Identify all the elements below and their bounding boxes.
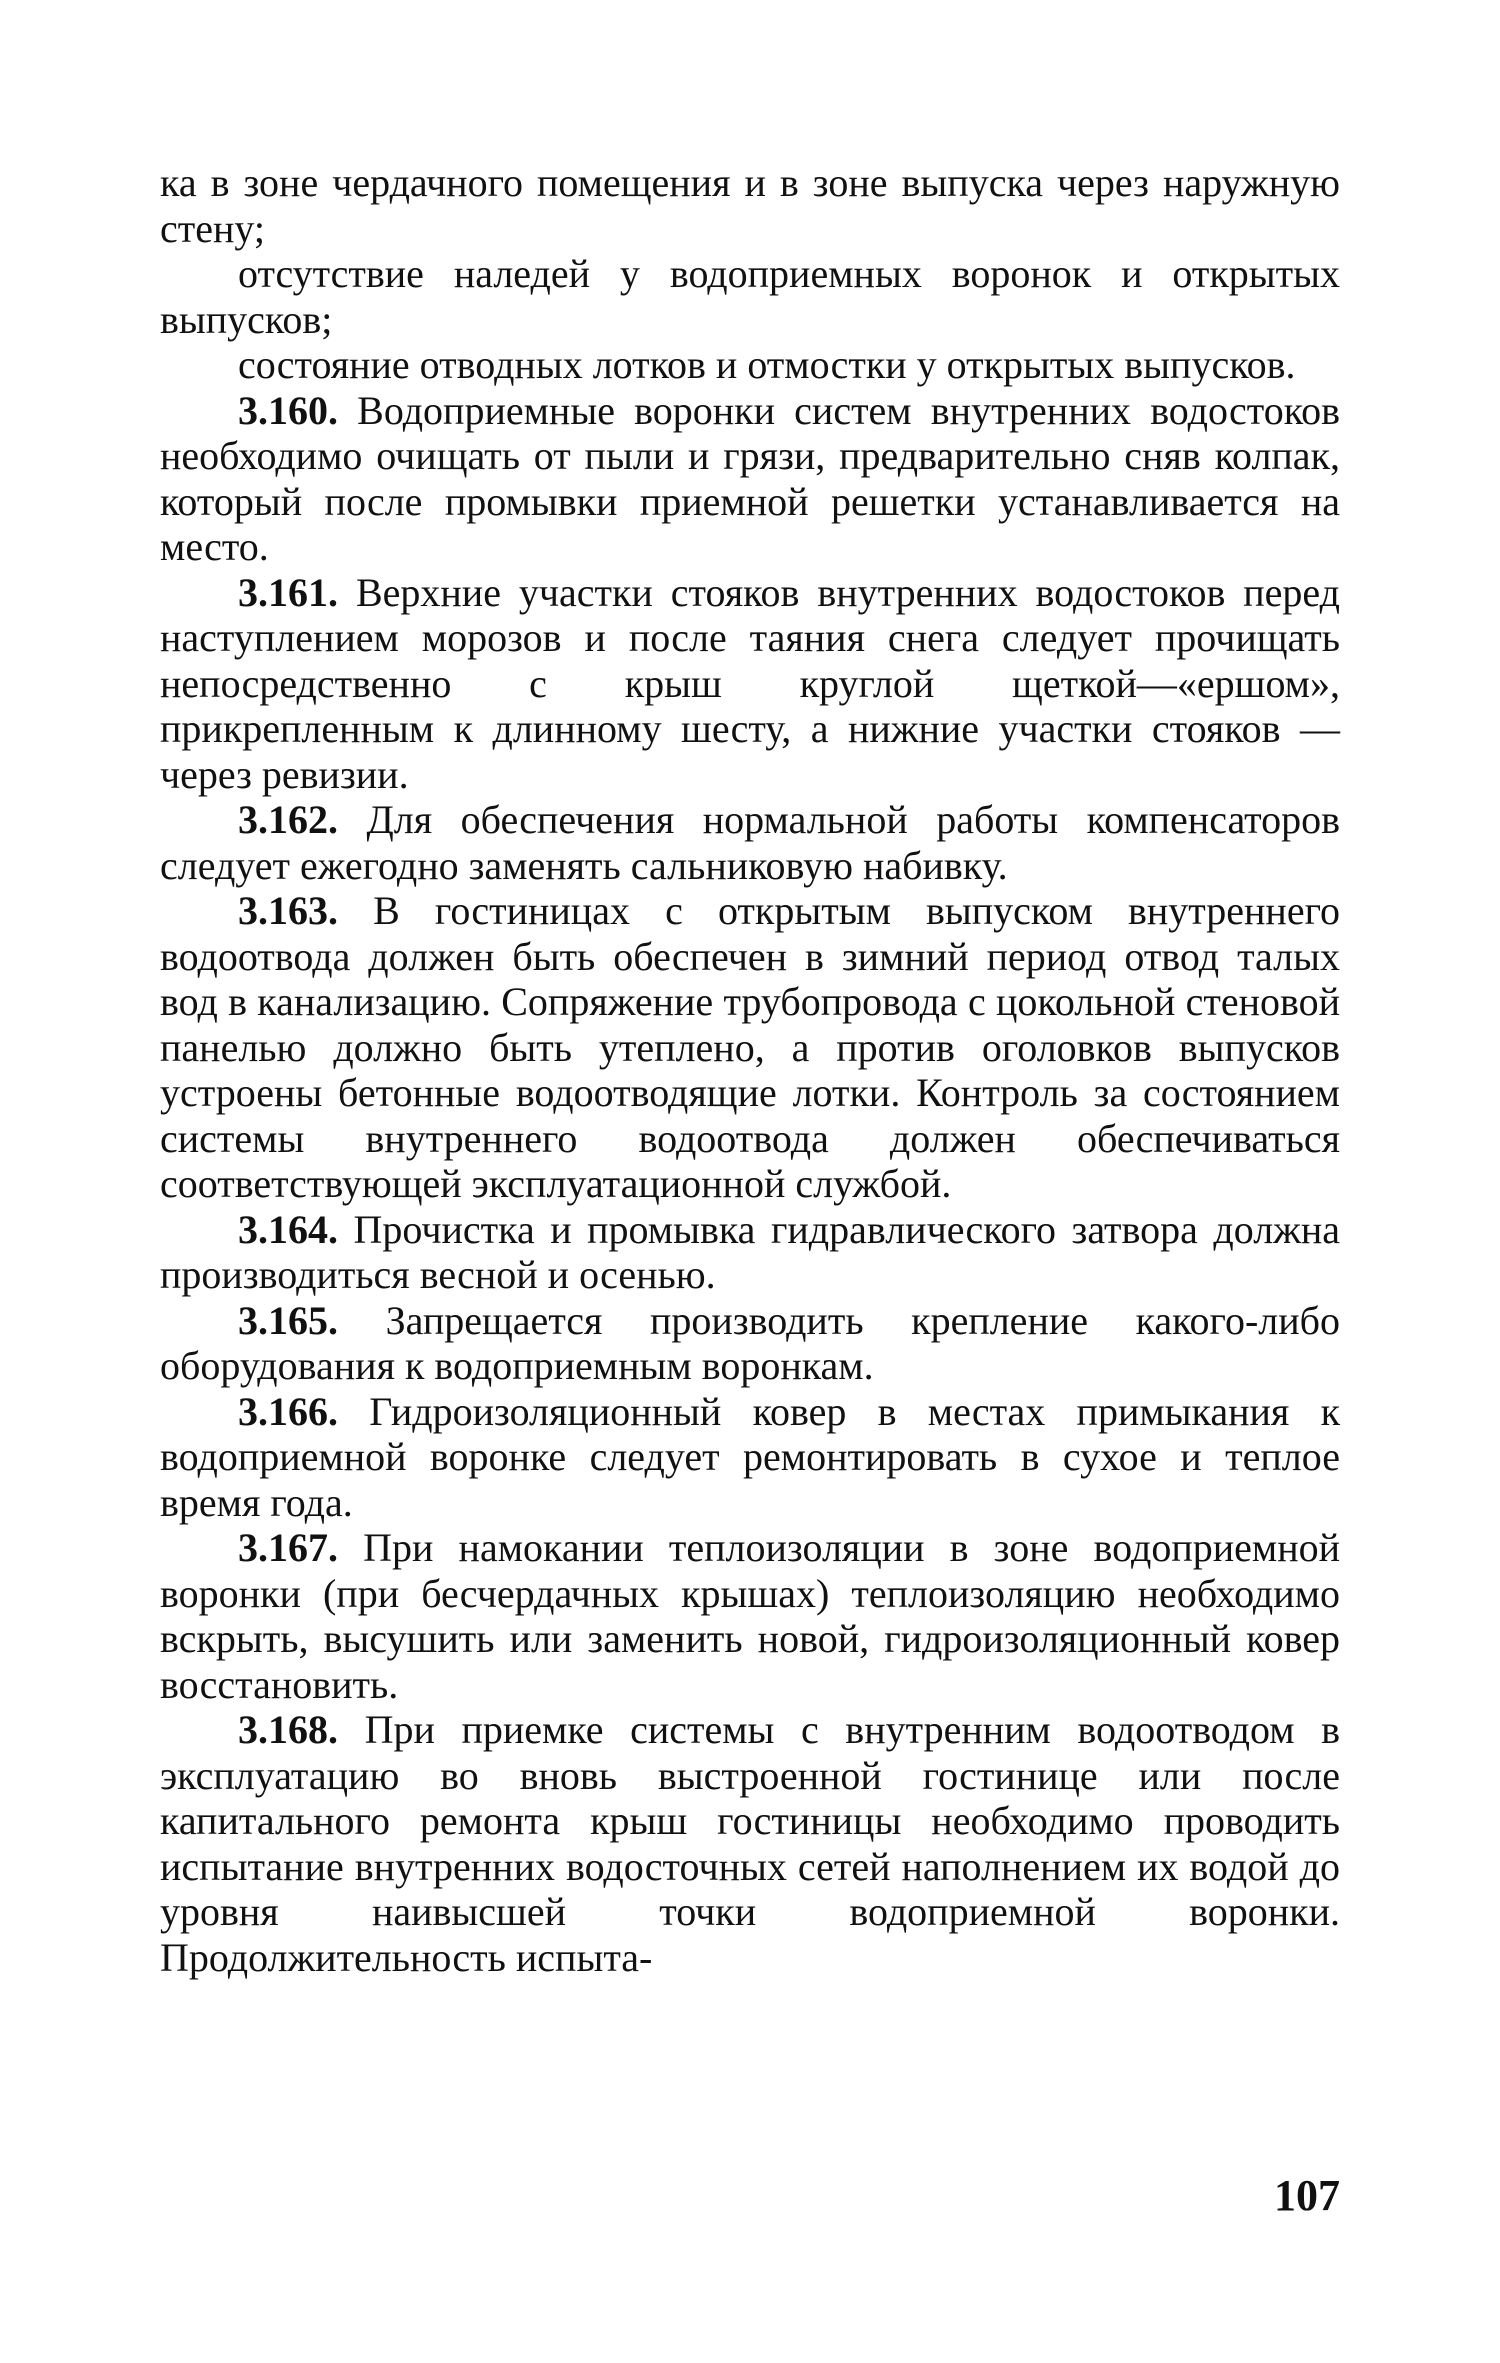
paragraph-text: Прочистка и промывка гидравлического затвора должна производиться весной и осенью. [160, 1206, 1340, 1297]
body-text [160, 160, 1340, 1980]
paragraph-text: При приемке системы с внутренним водоотводом в эксплуатацию во вновь выстроенной гостинице или после капитального ремонта крыш гостиницы необходимо проводить испытание внутренних водосточных сетей наполнением их водой до уровня наивысшей точки водоприемной воронки. Продолжительность испыта- [160, 1707, 1341, 1980]
clause-3-160 [160, 388, 1340, 570]
clause-3-166 [160, 1389, 1340, 1526]
clause-number: 3.168. [238, 1707, 338, 1752]
clause-number: 3.167. [238, 1525, 338, 1570]
clause-number: 3.162. [238, 797, 338, 842]
clause-3-162 [160, 797, 1340, 888]
clause-number: 3.161. [238, 569, 338, 615]
paragraph-list-item [160, 251, 1340, 342]
paragraph-text: ка в зоне чердачного помещения и в зоне выпуска через наружную стену; [160, 160, 1340, 251]
clause-number: 3.166. [238, 1388, 338, 1434]
paragraph-text: Запрещается производить крепление какого-либо оборудования к водоприемным воронкам. [160, 1297, 1341, 1388]
clause-3-167 [160, 1525, 1340, 1707]
clause-3-161 [160, 570, 1340, 798]
clause-3-165 [160, 1298, 1340, 1389]
paragraph-text: Гидроизоляционный ковер в местах примыкания к водоприемной воронке следует ремонтировать в сухое и теплое время года. [160, 1388, 1341, 1525]
clause-number: 3.165. [238, 1297, 338, 1343]
paragraph-text: состояние отводных лотков и отмостки у открытых выпусков. [238, 342, 1296, 387]
clause-number: 3.160. [238, 387, 338, 433]
paragraph-text: В гостиницах с открытым выпуском внутреннего водоотвода должен быть обеспечен в зимний период отвод талых вод в канализацию. Сопряжение трубопровода с цокольной стеновой панелью должно быть утеплено, а против оголовков выпусков устроены бетонные водоотводящие лотки. Контроль за состоянием системы внутреннего водоотвода должен обеспечиваться соответствующей эксплуатационной службой. [160, 888, 1340, 1206]
paragraph-text: отсутствие наледей у водоприемных воронок и открытых выпусков; [160, 251, 1340, 342]
clause-number: 3.164. [238, 1206, 338, 1252]
paragraph-text: При намокании теплоизоляции в зоне водоприемной воронки (при бесчердачных крышах) теплоизоляцию необходимо вскрыть, высушить или заменить новой, гидроизоляционный ковер восстановить. [160, 1525, 1341, 1707]
paragraph-text: Верхние участки стояков внутренних водостоков перед наступлением морозов и после таяния снега следует прочищать непосредственно с крыш круглой щеткой—«ершом», прикрепленным к длинному шесту, а нижние участки стояков — через ревизии. [160, 569, 1341, 797]
clause-3-164 [160, 1207, 1340, 1298]
clause-number: 3.163. [238, 888, 338, 933]
paragraph-text: Водоприемные воронки систем внутренних водостоков необходимо очищать от пыли и грязи, предварительно сняв колпак, который после промывки приемной решетки устанавливается на место. [160, 387, 1340, 569]
paragraph-list-item [160, 342, 1340, 388]
paragraph-text: Для обеспечения нормальной работы компенсаторов следует ежегодно заменять сальниковую набивку. [160, 797, 1340, 888]
clause-3-168 [160, 1707, 1340, 1980]
paragraph-continuation [160, 160, 1340, 251]
page-number: 107 [1274, 2171, 1340, 2220]
clause-3-163 [160, 888, 1340, 1207]
